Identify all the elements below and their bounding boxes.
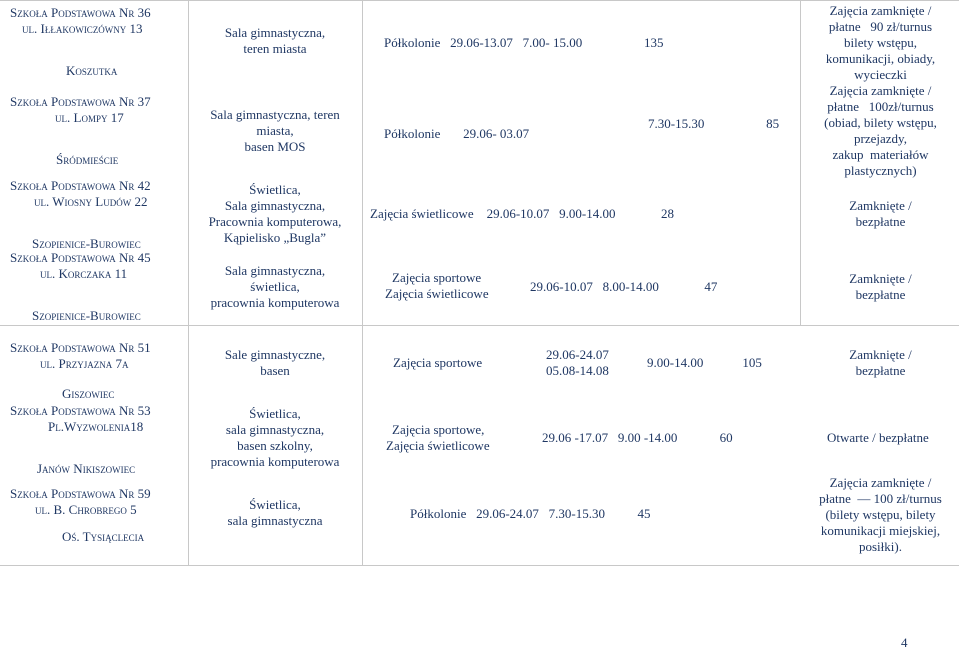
- activity-type: Zajęcia świetlicowe: [385, 286, 489, 301]
- note-line: bezpłatne: [855, 287, 906, 302]
- note-line: płatne 100zł/turnus: [827, 99, 934, 114]
- activity-dates: 29.06-24.07: [546, 347, 609, 362]
- school-name: Szkoła Podstawowa Nr 45: [10, 250, 151, 265]
- school-address: ul. Iłłakowiczówny 13: [22, 21, 143, 36]
- activity-row: Półkolonie 29.06-24.07 7.30-15.30 45: [410, 506, 651, 521]
- school-district: Janów Nikiszowiec: [37, 461, 136, 476]
- venue-line: Sala gimnastyczna,: [224, 198, 326, 213]
- note-line: wycieczki: [854, 67, 907, 82]
- activity-dates: 05.08-14.08: [546, 363, 609, 378]
- venue-line: basen: [260, 363, 290, 378]
- activity-row: Zajęcia świetlicowe 29.06-10.07 9.00-14.00 28: [370, 206, 674, 221]
- note-line: posiłki).: [859, 539, 902, 554]
- venue-line: sala gimnastyczna: [227, 513, 323, 528]
- note-line: bezpłatne: [855, 214, 906, 229]
- activity-details: 29.06 -17.07 9.00 -14.00 60: [542, 430, 733, 445]
- school-name: Szkoła Podstawowa Nr 59: [10, 486, 151, 501]
- note-line: Zajęcia zamknięte /: [829, 475, 932, 490]
- school-district: Śródmieście: [56, 152, 119, 167]
- activity-details: 9.00-14.00 105: [647, 355, 762, 370]
- venue-line: pracownia komputerowa: [210, 295, 340, 310]
- school-address: ul. Wiosny Ludów 22: [34, 194, 148, 209]
- note-line: (bilety wstępu, bilety: [825, 507, 936, 522]
- activity-details: 29.06-10.07 8.00-14.00 47: [530, 279, 718, 294]
- school-name: Szkoła Podstawowa Nr 53: [10, 403, 151, 418]
- school-district: Szopienice-Burowiec: [32, 236, 141, 251]
- note-line: zakup materiałów: [832, 147, 929, 162]
- note-line: płatne 90 zł/turnus: [828, 19, 933, 34]
- school-name: Szkoła Podstawowa Nr 36: [10, 5, 151, 20]
- note-line: Zajęcia zamknięte /: [829, 3, 932, 18]
- venue-line: Świetlica,: [249, 406, 301, 421]
- note-line: Zajęcia zamknięte /: [829, 83, 932, 98]
- note-line: Zamknięte /: [849, 271, 912, 286]
- row-divider: [0, 565, 959, 566]
- note-line: Zamknięte /: [849, 198, 912, 213]
- note-line: Zamknięte /: [849, 347, 912, 362]
- school-address: ul. Przyjazna 7a: [40, 356, 129, 371]
- venue-line: Kąpielisko „Bugla”: [223, 230, 327, 245]
- school-name: Szkoła Podstawowa Nr 42: [10, 178, 151, 193]
- venue-line: świetlica,: [250, 279, 300, 294]
- activity-row: Półkolonie 29.06-13.07 7.00- 15.00 135: [384, 35, 664, 50]
- note-line: płatne — 100 zł/turnus: [819, 491, 942, 506]
- venue-line: pracownia komputerowa: [210, 454, 340, 469]
- school-name: Szkoła Podstawowa Nr 37: [10, 94, 151, 109]
- venue-line: Sala gimnastyczna, teren: [210, 107, 340, 122]
- note-line: komunikacji miejskiej,: [820, 523, 941, 538]
- note-line: bezpłatne: [855, 363, 906, 378]
- venue-line: miasta,: [256, 123, 294, 138]
- column-divider: [362, 0, 363, 565]
- venue-line: Sale gimnastyczne,: [224, 347, 326, 362]
- school-address: Pl.Wyzwolenia18: [48, 419, 144, 434]
- activity-hours: 7.30-15.30 85: [648, 116, 780, 131]
- venue-line: Świetlica,: [249, 182, 301, 197]
- activity-type: Zajęcia sportowe,: [392, 422, 485, 437]
- school-district: Koszutka: [66, 63, 118, 78]
- note-line: plastycznych): [844, 163, 917, 178]
- venue-line: Pracownia komputerowa,: [208, 214, 342, 229]
- venue-line: sala gimnastyczna,: [225, 422, 325, 437]
- row-divider: [0, 0, 959, 1]
- school-address: ul. Lompy 17: [55, 110, 124, 125]
- school-district: Oś. Tysiąclecia: [62, 529, 145, 544]
- activity-type: Zajęcia sportowe: [393, 355, 483, 370]
- school-name: Szkoła Podstawowa Nr 51: [10, 340, 151, 355]
- note-line: komunikacji, obiady,: [825, 51, 936, 66]
- column-divider: [188, 0, 189, 565]
- school-district: Szopienice-Burowiec: [32, 308, 141, 323]
- venue-line: Sala gimnastyczna,: [224, 263, 326, 278]
- note-line: bilety wstępu,: [844, 35, 917, 50]
- note-line: Otwarte / bezpłatne: [827, 430, 929, 445]
- activity-type: Półkolonie 29.06- 03.07: [384, 126, 530, 141]
- venue-line: basen MOS: [244, 139, 306, 154]
- venue-line: teren miasta: [243, 41, 307, 56]
- activity-type: Zajęcia sportowe: [392, 270, 482, 285]
- page-number: 4: [901, 635, 908, 650]
- column-divider: [800, 0, 801, 325]
- venue-line: basen szkolny,: [237, 438, 313, 453]
- venue-line: Sala gimnastyczna,: [224, 25, 326, 40]
- venue-line: Świetlica,: [249, 497, 301, 512]
- row-divider: [0, 325, 959, 326]
- school-district: Giszowiec: [62, 386, 115, 401]
- note-line: (obiad, bilety wstępu,: [824, 115, 937, 130]
- school-address: ul. Korczaka 11: [40, 266, 128, 281]
- activity-type: Zajęcia świetlicowe: [386, 438, 490, 453]
- note-line: przejazdy,: [854, 131, 907, 146]
- school-address: ul. B. Chrobrego 5: [35, 502, 137, 517]
